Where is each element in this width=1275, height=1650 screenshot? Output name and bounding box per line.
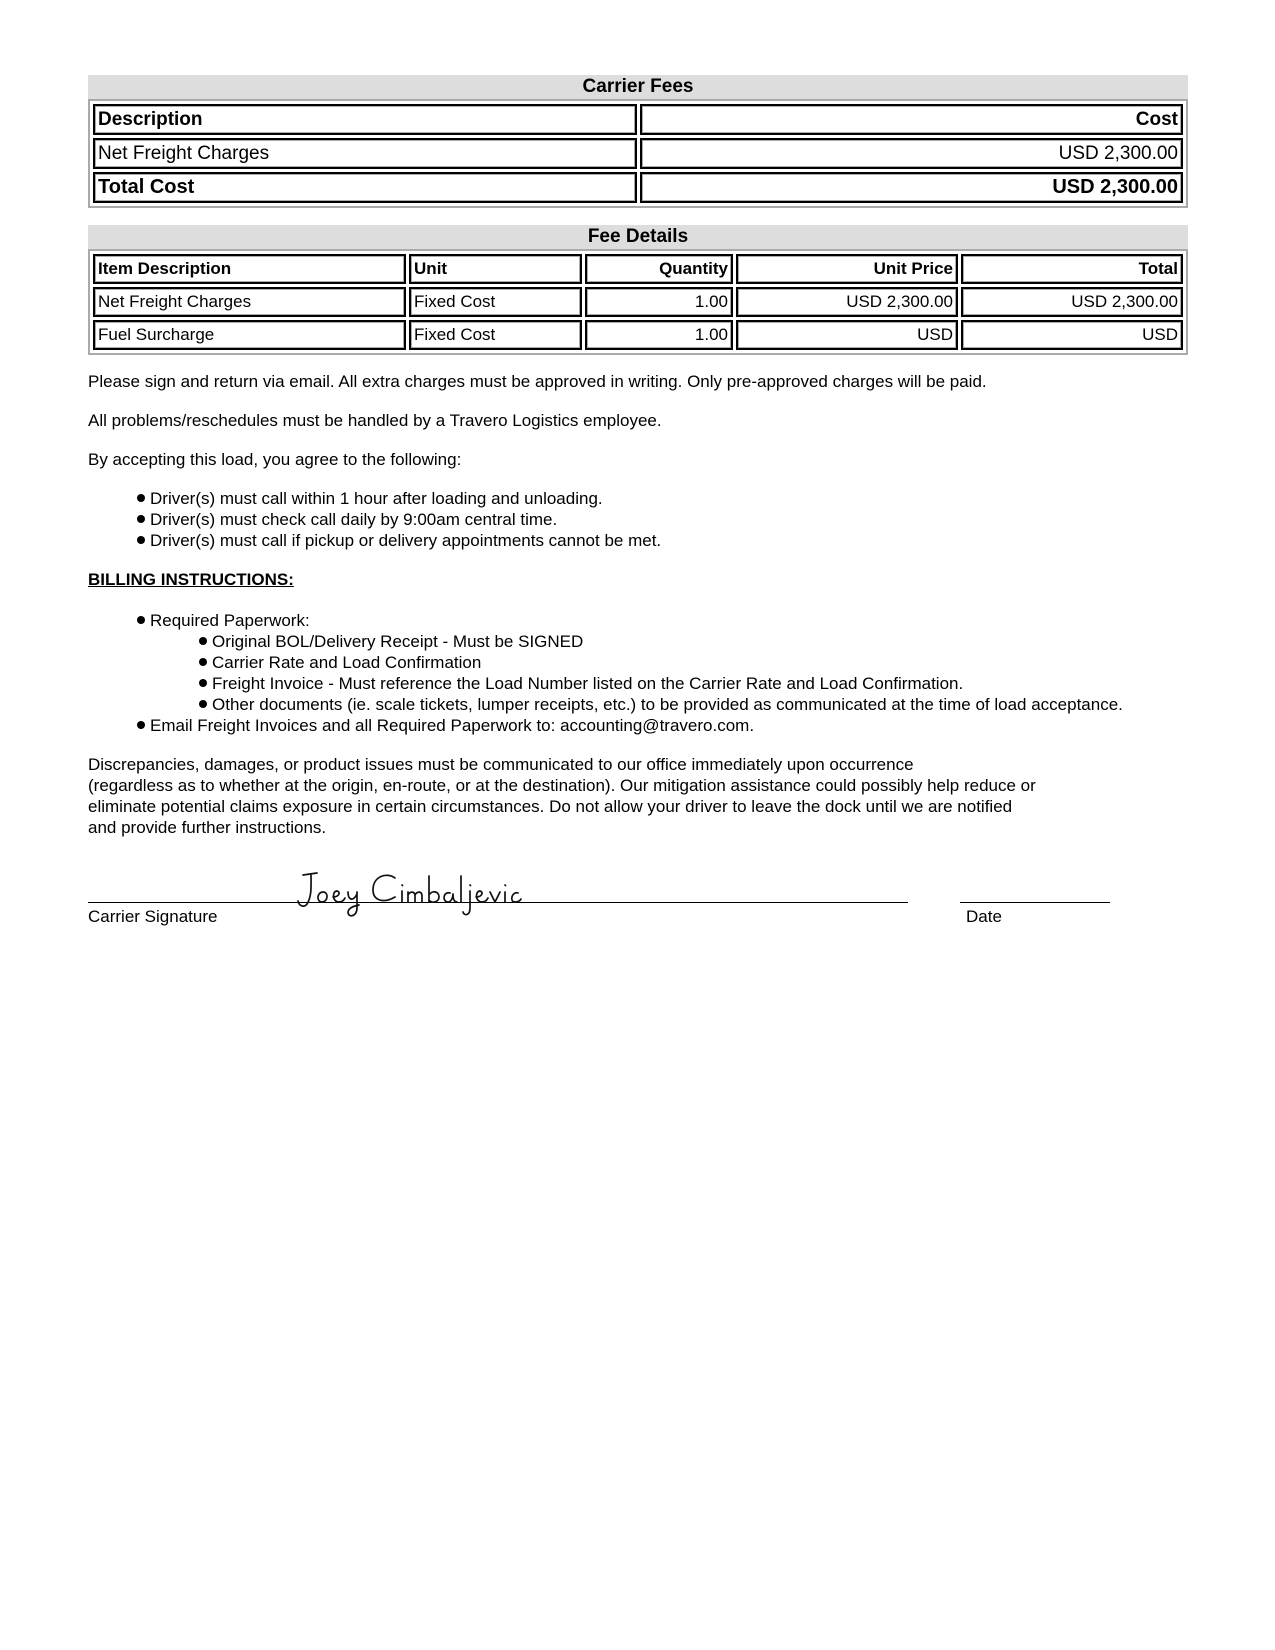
item-unit-price: USD 2,300.00 <box>736 287 958 317</box>
item-quantity: 1.00 <box>585 320 733 350</box>
item-quantity: 1.00 <box>585 287 733 317</box>
fee-details-title: Fee Details <box>88 225 1188 249</box>
discrepancies-line: Discrepancies, damages, or product issues must be communicated to our office immediately upon occurrence <box>88 755 914 774</box>
item-unit: Fixed Cost <box>409 320 582 350</box>
column-header-description: Description <box>93 104 637 135</box>
list-item: Other documents (ie. scale tickets, lumper receipts, etc.) to be provided as communicated at the time of load acceptance. <box>212 694 1188 715</box>
item-description: Net Freight Charges <box>93 287 406 317</box>
item-description: Fuel Surcharge <box>93 320 406 350</box>
date-label: Date <box>966 907 1002 926</box>
column-header-quantity: Quantity <box>585 254 733 284</box>
table-row <box>93 320 1183 350</box>
driver-rules-list <box>88 488 1188 551</box>
carrier-fees-table <box>88 99 1188 208</box>
signature-section <box>88 864 1188 934</box>
column-header-cost: Cost <box>640 104 1184 135</box>
table-header-row <box>93 254 1183 284</box>
total-row <box>93 172 1183 203</box>
discrepancies-line: (regardless as to whether at the origin, en-route, or at the destination). Our mitigation assistance could possibly help reduce or <box>88 776 1036 795</box>
table-header-row <box>93 104 1183 135</box>
date-line[interactable] <box>960 902 1110 903</box>
total-cost-value: USD 2,300.00 <box>640 172 1184 203</box>
list-item: Carrier Rate and Load Confirmation <box>212 652 1188 673</box>
billing-list <box>88 610 1188 736</box>
fee-description: Net Freight Charges <box>93 138 637 169</box>
list-item <box>150 610 1188 715</box>
billing-instructions-heading: BILLING INSTRUCTIONS: <box>88 570 294 589</box>
table-row <box>93 287 1183 317</box>
discrepancies-line: and provide further instructions. <box>88 818 327 837</box>
column-header-total: Total <box>961 254 1183 284</box>
fee-cost: USD 2,300.00 <box>640 138 1184 169</box>
item-unit-price: USD <box>736 320 958 350</box>
item-total: USD 2,300.00 <box>961 287 1183 317</box>
item-total: USD <box>961 320 1183 350</box>
list-item: Driver(s) must call within 1 hour after loading and unloading. <box>150 488 1188 509</box>
discrepancies-line: eliminate potential claims exposure in certain circumstances. Do not allow your driver to leave the dock until we are notified <box>88 797 1013 816</box>
total-cost-label: Total Cost <box>93 172 637 203</box>
discrepancies-paragraph <box>88 754 1188 838</box>
item-unit: Fixed Cost <box>409 287 582 317</box>
column-header-unit-price: Unit Price <box>736 254 958 284</box>
required-paperwork-label: Required Paperwork: <box>150 611 310 630</box>
list-item: Driver(s) must call if pickup or delivery appointments cannot be met. <box>150 530 1188 551</box>
column-header-item-description: Item Description <box>93 254 406 284</box>
table-row <box>93 138 1183 169</box>
acceptance-intro: By accepting this load, you agree to the following: <box>88 450 462 469</box>
list-item: Driver(s) must check call daily by 9:00am central time. <box>150 509 1188 530</box>
list-item: Email Freight Invoices and all Required Paperwork to: accounting@travero.com. <box>150 715 1188 736</box>
return-instructions: Please sign and return via email. All extra charges must be approved in writing. Only pre-approved charges will be paid. <box>88 372 987 391</box>
fee-details-table <box>88 249 1188 355</box>
column-header-unit: Unit <box>409 254 582 284</box>
carrier-fees-title: Carrier Fees <box>88 75 1188 99</box>
list-item: Original BOL/Delivery Receipt - Must be SIGNED <box>212 631 1188 652</box>
reschedule-policy: All problems/reschedules must be handled by a Travero Logistics employee. <box>88 411 662 430</box>
list-item: Freight Invoice - Must reference the Load Number listed on the Carrier Rate and Load Confirmation. <box>212 673 1188 694</box>
rate-confirmation-page <box>88 75 1188 934</box>
required-paperwork-list <box>150 631 1188 715</box>
handwritten-signature <box>293 866 553 918</box>
carrier-signature-label: Carrier Signature <box>88 907 218 926</box>
